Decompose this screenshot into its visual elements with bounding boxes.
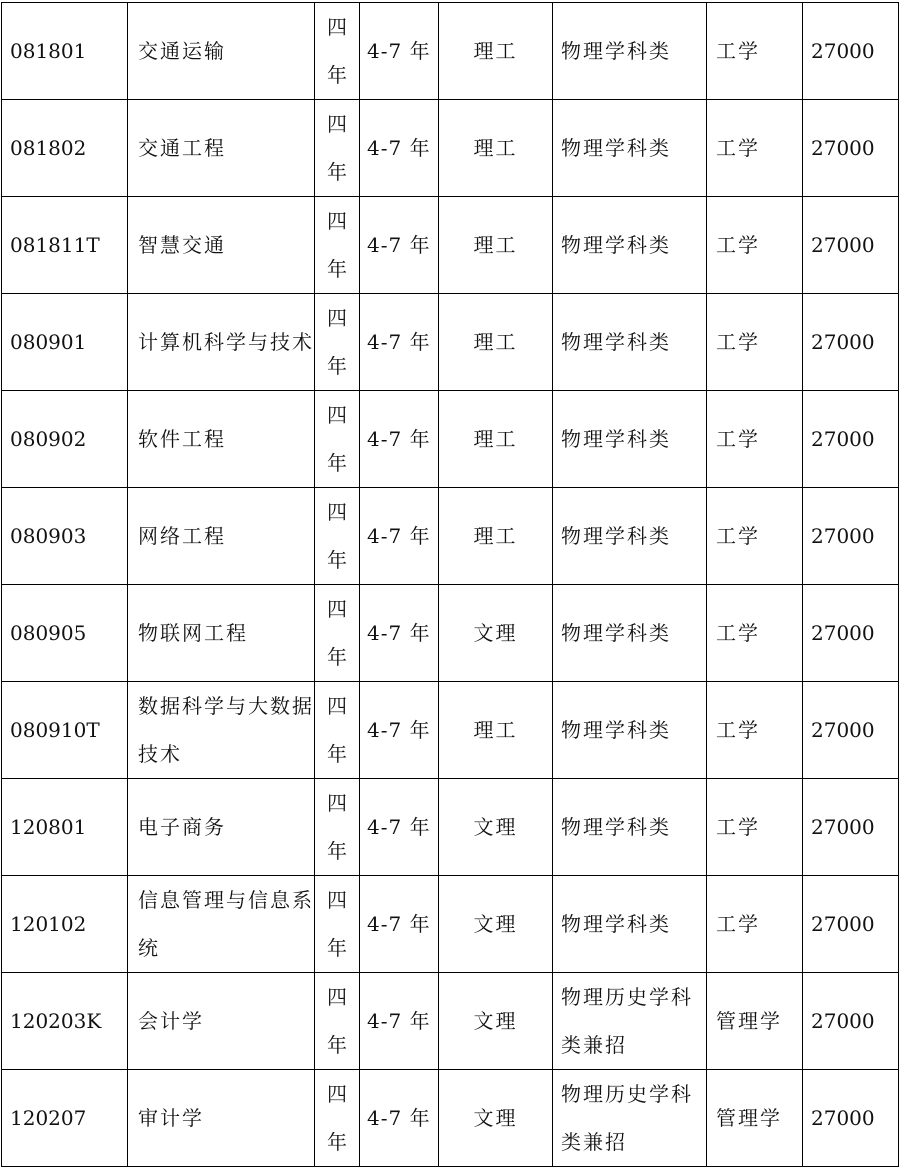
tuition-fee-text: 27000 bbox=[811, 524, 875, 548]
major-code-text: 120203K bbox=[10, 1009, 102, 1033]
major-code-cell bbox=[2, 876, 128, 973]
study-years-text: 4-7 年 bbox=[367, 524, 431, 548]
subject-requirement-cell bbox=[553, 391, 707, 488]
tuition-fee-text: 27000 bbox=[811, 427, 875, 451]
duration-text: 四年 bbox=[327, 985, 347, 1057]
study-years-cell bbox=[360, 3, 439, 100]
major-code-cell bbox=[2, 488, 128, 585]
duration-cell bbox=[315, 1070, 360, 1167]
major-code-cell bbox=[2, 294, 128, 391]
duration-text: 四年 bbox=[327, 306, 347, 378]
duration-text: 四年 bbox=[327, 112, 347, 184]
degree-text: 工学 bbox=[716, 39, 760, 63]
major-code-text: 080901 bbox=[10, 330, 87, 354]
category-type-cell bbox=[439, 682, 553, 779]
major-name-text: 软件工程 bbox=[138, 427, 226, 451]
major-name-text: 电子商务 bbox=[138, 815, 226, 839]
subject-requirement-cell bbox=[553, 779, 707, 876]
subject-requirement-cell bbox=[553, 3, 707, 100]
major-name-cell bbox=[128, 585, 315, 682]
tuition-fee-cell bbox=[803, 1070, 899, 1167]
tuition-fee-text: 27000 bbox=[811, 912, 875, 936]
major-code-text: 120801 bbox=[10, 815, 87, 839]
study-years-text: 4-7 年 bbox=[367, 136, 431, 160]
subject-requirement-cell bbox=[553, 100, 707, 197]
subject-requirement-cell bbox=[553, 197, 707, 294]
study-years-cell bbox=[360, 585, 439, 682]
tuition-fee-text: 27000 bbox=[811, 39, 875, 63]
degree-text: 工学 bbox=[716, 427, 760, 451]
degree-cell bbox=[707, 1070, 803, 1167]
major-code-text: 120102 bbox=[10, 912, 87, 936]
major-code-text: 080910T bbox=[10, 718, 100, 742]
degree-text: 工学 bbox=[716, 524, 760, 548]
study-years-text: 4-7 年 bbox=[367, 330, 431, 354]
major-name-text: 智慧交通 bbox=[138, 233, 226, 257]
major-name-text: 交通工程 bbox=[138, 136, 226, 160]
study-years-cell bbox=[360, 973, 439, 1070]
category-type-text: 理工 bbox=[473, 427, 518, 451]
subject-requirement-cell bbox=[553, 488, 707, 585]
subject-requirement-text: 物理学科类 bbox=[561, 718, 671, 742]
subject-requirement-text: 物理历史学科类兼招 bbox=[561, 1082, 693, 1154]
major-name-cell bbox=[128, 973, 315, 1070]
category-type-text: 理工 bbox=[473, 39, 518, 63]
study-years-cell bbox=[360, 294, 439, 391]
category-type-cell bbox=[439, 779, 553, 876]
duration-text: 四年 bbox=[327, 791, 347, 863]
degree-cell bbox=[707, 197, 803, 294]
duration-text: 四年 bbox=[327, 1082, 347, 1154]
category-type-cell bbox=[439, 197, 553, 294]
duration-cell bbox=[315, 488, 360, 585]
degree-text: 工学 bbox=[716, 136, 760, 160]
duration-cell bbox=[315, 197, 360, 294]
subject-requirement-text: 物理学科类 bbox=[561, 912, 671, 936]
category-type-text: 文理 bbox=[473, 621, 518, 645]
tuition-fee-cell bbox=[803, 876, 899, 973]
duration-text: 四年 bbox=[327, 597, 347, 669]
table-body bbox=[2, 3, 899, 1167]
degree-cell bbox=[707, 876, 803, 973]
duration-cell bbox=[315, 585, 360, 682]
major-name-cell bbox=[128, 779, 315, 876]
degree-text: 工学 bbox=[716, 815, 760, 839]
duration-cell bbox=[315, 876, 360, 973]
major-name-text: 网络工程 bbox=[138, 524, 226, 548]
tuition-fee-cell bbox=[803, 100, 899, 197]
category-type-text: 理工 bbox=[473, 718, 518, 742]
degree-cell bbox=[707, 973, 803, 1070]
major-name-text: 信息管理与信息系统 bbox=[138, 888, 314, 960]
duration-cell bbox=[315, 3, 360, 100]
major-code-cell bbox=[2, 779, 128, 876]
subject-requirement-text: 物理学科类 bbox=[561, 621, 671, 645]
degree-text: 管理学 bbox=[716, 1009, 782, 1033]
subject-requirement-cell bbox=[553, 585, 707, 682]
category-type-text: 文理 bbox=[473, 912, 518, 936]
study-years-cell bbox=[360, 197, 439, 294]
major-code-cell bbox=[2, 973, 128, 1070]
degree-text: 工学 bbox=[716, 233, 760, 257]
major-name-text: 会计学 bbox=[138, 1009, 204, 1033]
tuition-fee-cell bbox=[803, 197, 899, 294]
major-code-cell bbox=[2, 585, 128, 682]
tuition-fee-cell bbox=[803, 682, 899, 779]
study-years-cell bbox=[360, 1070, 439, 1167]
major-code-text: 080902 bbox=[10, 427, 87, 451]
subject-requirement-text: 物理学科类 bbox=[561, 815, 671, 839]
duration-cell bbox=[315, 682, 360, 779]
table-row bbox=[2, 682, 899, 779]
major-name-cell bbox=[128, 1070, 315, 1167]
table-row bbox=[2, 1070, 899, 1167]
tuition-fee-text: 27000 bbox=[811, 621, 875, 645]
study-years-cell bbox=[360, 100, 439, 197]
major-name-cell bbox=[128, 682, 315, 779]
subject-requirement-text: 物理学科类 bbox=[561, 427, 671, 451]
degree-cell bbox=[707, 779, 803, 876]
category-type-cell bbox=[439, 3, 553, 100]
subject-requirement-text: 物理学科类 bbox=[561, 524, 671, 548]
table-row bbox=[2, 100, 899, 197]
major-name-text: 物联网工程 bbox=[138, 621, 248, 645]
category-type-cell bbox=[439, 973, 553, 1070]
major-code-text: 081801 bbox=[10, 39, 87, 63]
degree-cell bbox=[707, 391, 803, 488]
degree-cell bbox=[707, 682, 803, 779]
tuition-fee-cell bbox=[803, 294, 899, 391]
major-code-cell bbox=[2, 3, 128, 100]
duration-cell bbox=[315, 973, 360, 1070]
major-name-text: 计算机科学与技术 bbox=[138, 330, 314, 354]
degree-cell bbox=[707, 100, 803, 197]
table-row bbox=[2, 779, 899, 876]
category-type-text: 理工 bbox=[473, 524, 518, 548]
duration-cell bbox=[315, 391, 360, 488]
subject-requirement-cell bbox=[553, 876, 707, 973]
table-row bbox=[2, 876, 899, 973]
major-code-cell bbox=[2, 1070, 128, 1167]
degree-cell bbox=[707, 294, 803, 391]
majors-table bbox=[1, 2, 899, 1167]
degree-text: 工学 bbox=[716, 621, 760, 645]
major-code-text: 080905 bbox=[10, 621, 87, 645]
major-name-cell bbox=[128, 294, 315, 391]
table-row bbox=[2, 488, 899, 585]
table-row bbox=[2, 3, 899, 100]
subject-requirement-cell bbox=[553, 1070, 707, 1167]
duration-text: 四年 bbox=[327, 694, 347, 766]
table-row bbox=[2, 294, 899, 391]
major-code-text: 081811T bbox=[10, 233, 100, 257]
duration-text: 四年 bbox=[327, 403, 347, 475]
subject-requirement-cell bbox=[553, 294, 707, 391]
study-years-cell bbox=[360, 488, 439, 585]
study-years-cell bbox=[360, 391, 439, 488]
category-type-cell bbox=[439, 391, 553, 488]
major-name-cell bbox=[128, 876, 315, 973]
category-type-text: 理工 bbox=[473, 330, 518, 354]
category-type-cell bbox=[439, 585, 553, 682]
subject-requirement-text: 物理学科类 bbox=[561, 39, 671, 63]
major-name-text: 审计学 bbox=[138, 1106, 204, 1130]
tuition-fee-text: 27000 bbox=[811, 815, 875, 839]
subject-requirement-cell bbox=[553, 682, 707, 779]
major-name-text: 数据科学与大数据技术 bbox=[138, 694, 314, 766]
degree-cell bbox=[707, 3, 803, 100]
degree-text: 工学 bbox=[716, 718, 760, 742]
study-years-text: 4-7 年 bbox=[367, 621, 431, 645]
degree-text: 工学 bbox=[716, 912, 760, 936]
study-years-text: 4-7 年 bbox=[367, 427, 431, 451]
tuition-fee-cell bbox=[803, 488, 899, 585]
major-name-cell bbox=[128, 100, 315, 197]
tuition-fee-cell bbox=[803, 973, 899, 1070]
tuition-fee-cell bbox=[803, 585, 899, 682]
tuition-fee-text: 27000 bbox=[811, 330, 875, 354]
study-years-text: 4-7 年 bbox=[367, 1009, 431, 1033]
study-years-cell bbox=[360, 779, 439, 876]
table-row bbox=[2, 197, 899, 294]
major-code-cell bbox=[2, 682, 128, 779]
major-name-cell bbox=[128, 3, 315, 100]
subject-requirement-text: 物理学科类 bbox=[561, 233, 671, 257]
category-type-cell bbox=[439, 488, 553, 585]
major-name-text: 交通运输 bbox=[138, 39, 226, 63]
study-years-text: 4-7 年 bbox=[367, 233, 431, 257]
table-row bbox=[2, 391, 899, 488]
category-type-text: 理工 bbox=[473, 233, 518, 257]
tuition-fee-cell bbox=[803, 3, 899, 100]
tuition-fee-text: 27000 bbox=[811, 1106, 875, 1130]
major-name-cell bbox=[128, 391, 315, 488]
study-years-text: 4-7 年 bbox=[367, 718, 431, 742]
category-type-text: 文理 bbox=[473, 1009, 518, 1033]
study-years-text: 4-7 年 bbox=[367, 815, 431, 839]
major-code-cell bbox=[2, 391, 128, 488]
study-years-cell bbox=[360, 682, 439, 779]
major-code-cell bbox=[2, 197, 128, 294]
degree-text: 工学 bbox=[716, 330, 760, 354]
category-type-text: 文理 bbox=[473, 815, 518, 839]
tuition-fee-cell bbox=[803, 391, 899, 488]
degree-cell bbox=[707, 585, 803, 682]
degree-cell bbox=[707, 488, 803, 585]
subject-requirement-cell bbox=[553, 973, 707, 1070]
tuition-fee-cell bbox=[803, 779, 899, 876]
tuition-fee-text: 27000 bbox=[811, 136, 875, 160]
subject-requirement-text: 物理历史学科类兼招 bbox=[561, 985, 693, 1057]
study-years-text: 4-7 年 bbox=[367, 1106, 431, 1130]
major-code-text: 080903 bbox=[10, 524, 87, 548]
tuition-fee-text: 27000 bbox=[811, 233, 875, 257]
study-years-text: 4-7 年 bbox=[367, 39, 431, 63]
study-years-text: 4-7 年 bbox=[367, 912, 431, 936]
duration-cell bbox=[315, 779, 360, 876]
category-type-text: 文理 bbox=[473, 1106, 518, 1130]
duration-text: 四年 bbox=[327, 888, 347, 960]
category-type-cell bbox=[439, 876, 553, 973]
table-row bbox=[2, 585, 899, 682]
category-type-cell bbox=[439, 294, 553, 391]
subject-requirement-text: 物理学科类 bbox=[561, 330, 671, 354]
category-type-cell bbox=[439, 100, 553, 197]
major-code-text: 081802 bbox=[10, 136, 87, 160]
category-type-text: 理工 bbox=[473, 136, 518, 160]
degree-text: 管理学 bbox=[716, 1106, 782, 1130]
study-years-cell bbox=[360, 876, 439, 973]
major-name-cell bbox=[128, 488, 315, 585]
duration-cell bbox=[315, 294, 360, 391]
duration-text: 四年 bbox=[327, 500, 347, 572]
duration-cell bbox=[315, 100, 360, 197]
category-type-cell bbox=[439, 1070, 553, 1167]
table-row bbox=[2, 973, 899, 1070]
duration-text: 四年 bbox=[327, 15, 347, 87]
major-code-text: 120207 bbox=[10, 1106, 87, 1130]
major-name-cell bbox=[128, 197, 315, 294]
tuition-fee-text: 27000 bbox=[811, 1009, 875, 1033]
tuition-fee-text: 27000 bbox=[811, 718, 875, 742]
duration-text: 四年 bbox=[327, 209, 347, 281]
major-code-cell bbox=[2, 100, 128, 197]
subject-requirement-text: 物理学科类 bbox=[561, 136, 671, 160]
